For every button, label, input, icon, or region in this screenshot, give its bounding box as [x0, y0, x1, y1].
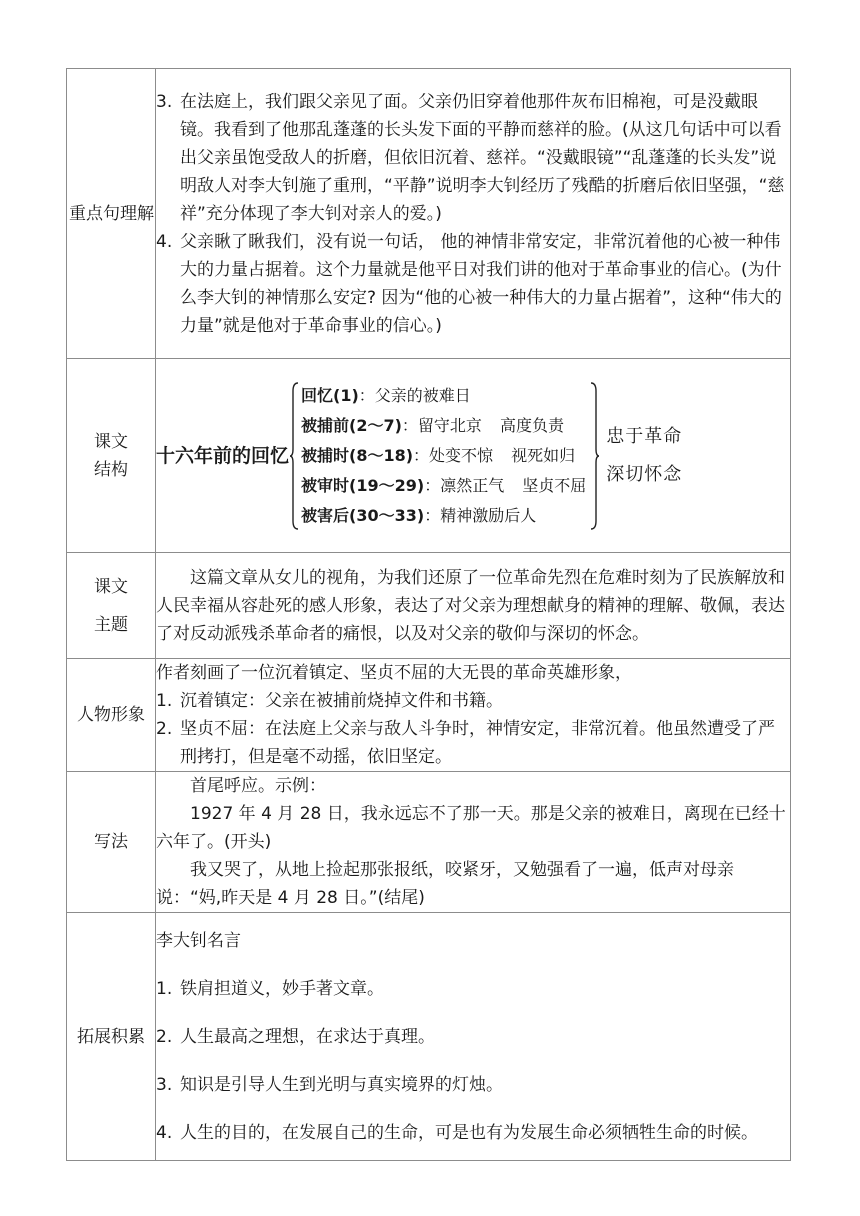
- structure-item-rest: ：凛然正气: [424, 475, 505, 495]
- label-extension: [67, 913, 156, 1161]
- row-writing: [67, 772, 791, 913]
- content-structure: [156, 359, 791, 553]
- item-text: 在法庭上，我们跟父亲见了面。父亲仍旧穿着他那件灰布旧棉袍，可是没戴眼镜。我看到了他那乱蓬蓬的长头发下面的平静而慈祥的脸。(从这几句话中可以看出父亲虽饱受敌人的折磨，但依旧沉着、慈祥。“没戴眼镜”“乱蓬蓬的长头发”说明敌人对李大钊施了重刑，“平静”说明李大钊经历了残酷的折磨后依旧坚强，“慈祥”充分体现了李大钊对亲人的爱。): [180, 91, 785, 224]
- list-item: [156, 1023, 790, 1051]
- item-number: 2.: [156, 719, 173, 739]
- row-extension: [67, 913, 791, 1161]
- label-theme-line2: 主题: [94, 614, 128, 635]
- label-writing: [67, 772, 156, 913]
- label-key-sentences: [67, 69, 156, 359]
- structure-item-rest: ：精神激励后人: [424, 505, 537, 525]
- list-item: [156, 1071, 790, 1099]
- structure-item-tail: 高度负责: [499, 415, 564, 435]
- list-item: [156, 88, 790, 228]
- structure-item-tail: 视死如归: [511, 445, 576, 465]
- structure-item-head: 被审时(19～29): [301, 475, 425, 495]
- item-number: 3.: [156, 1074, 173, 1095]
- content-character: [156, 659, 791, 772]
- writing-line1: 首尾呼应。示例：: [190, 776, 326, 796]
- structure-item-head: 被害后(30～33): [301, 505, 425, 525]
- structure-item-rest: ：留守北京: [401, 415, 482, 435]
- extension-title: 李大钊名言: [156, 930, 241, 951]
- list-item: [156, 228, 790, 340]
- structure-item-tail: 坚贞不屈: [522, 475, 587, 495]
- content-theme: [156, 553, 791, 659]
- structure-item: [301, 381, 586, 411]
- list-item: [156, 715, 790, 771]
- label-character: [67, 659, 156, 772]
- row-character: [67, 659, 791, 772]
- item-text: 父亲瞅了瞅我们，没有说一句话， 他的神情非常安定，非常沉着他的心被一种伟大的力量占据着。这个力量就是他平日对我们讲的他对于革命事业的信心。(为什么李大钊的神情那么安定? 因为“他的心被一种伟大的力量占据着”，这种“伟大的力量”就是他对于革命事业的信心。): [180, 231, 782, 336]
- label-writing-text: 写法: [94, 832, 128, 852]
- structure-title: 十六年前的回忆: [156, 444, 290, 467]
- theme-text: 这篇文章从女儿的视角，为我们还原了一位革命先烈在危难时刻为了民族解放和人民幸福从容赴死的感人形象，表达了对父亲为理想献身的精神的理解、敬佩，表达了对反动派残杀革命者的痛恨，以及对父亲的敬仰与深切的怀念。: [156, 567, 785, 644]
- item-text: 人生的目的，在发展自己的生命，可是也有为发展生命必须牺牲生命的时候。: [180, 1122, 758, 1143]
- structure-item: [301, 471, 586, 501]
- row-structure: [67, 359, 791, 553]
- label-theme-line1: 课文: [94, 576, 128, 597]
- structure-item: [301, 501, 586, 531]
- writing-para1: 1927 年 4 月 28 日，我永远忘不了那一天。那是父亲的被难日，离现在已经十六年了。(开头): [156, 804, 786, 852]
- item-number: 1.: [156, 691, 173, 711]
- conclusion-text: 深切怀念: [606, 463, 683, 485]
- content-writing: [156, 772, 791, 913]
- character-intro: 作者刻画了一位沉着镇定、坚贞不屈的大无畏的革命英雄形象，: [156, 663, 632, 683]
- label-structure: [67, 359, 156, 553]
- structure-item: [301, 441, 586, 471]
- item-text: 沉着镇定：父亲在被捕前烧掉文件和书籍。: [180, 691, 503, 711]
- right-brace-icon: [590, 381, 600, 531]
- content-extension: [156, 913, 791, 1161]
- item-number: 1.: [156, 978, 173, 999]
- row-key-sentences: [67, 69, 791, 359]
- row-theme: [67, 553, 791, 659]
- label-theme: [67, 553, 156, 659]
- label-extension-text: 拓展积累: [77, 1026, 145, 1047]
- left-brace-icon: [289, 381, 299, 531]
- structure-item-head: 回忆(1): [301, 385, 359, 405]
- label-structure-text: 课文结构: [94, 431, 128, 480]
- structure-diagram: [156, 361, 790, 551]
- structure-item-head: 被捕前(2～7): [301, 415, 402, 435]
- structure-item-rest: ：处变不惊: [413, 445, 494, 465]
- item-text: 坚贞不屈：在法庭上父亲与敌人斗争时，神情安定，非常沉着。他虽然遭受了严刑拷打，但是毫不动摇，依旧坚定。: [180, 719, 775, 767]
- list-item: [156, 687, 790, 715]
- list-item: [156, 975, 790, 1003]
- item-number: 4.: [156, 1122, 173, 1143]
- content-key-sentences: [156, 69, 791, 359]
- item-number: 2.: [156, 1026, 173, 1047]
- label-character-text: 人物形象: [77, 705, 145, 725]
- item-text: 铁肩担道义，妙手著文章。: [180, 978, 384, 999]
- writing-para2: 我又哭了，从地上捡起那张报纸，咬紧牙，又勉强看了一遍，低声对母亲说：“妈,昨天是 4 月 28 日。”(结尾): [156, 860, 734, 908]
- lesson-table: [66, 68, 791, 1161]
- conclusion-text: 忠于革命: [606, 425, 683, 447]
- item-number: 3.: [156, 91, 173, 112]
- structure-items: [299, 381, 586, 531]
- label-key-sentences-text: 重点句理解: [69, 203, 154, 224]
- structure-conclusions: [600, 423, 682, 489]
- item-number: 4.: [156, 231, 173, 252]
- structure-item-rest: ：父亲的被难日: [358, 385, 471, 405]
- structure-item-head: 被捕时(8～18): [301, 445, 414, 465]
- item-text: 人生最高之理想，在求达于真理。: [180, 1026, 435, 1047]
- item-text: 知识是引导人生到光明与真实境界的灯烛。: [180, 1074, 503, 1095]
- list-item: [156, 1119, 790, 1147]
- structure-item: [301, 411, 586, 441]
